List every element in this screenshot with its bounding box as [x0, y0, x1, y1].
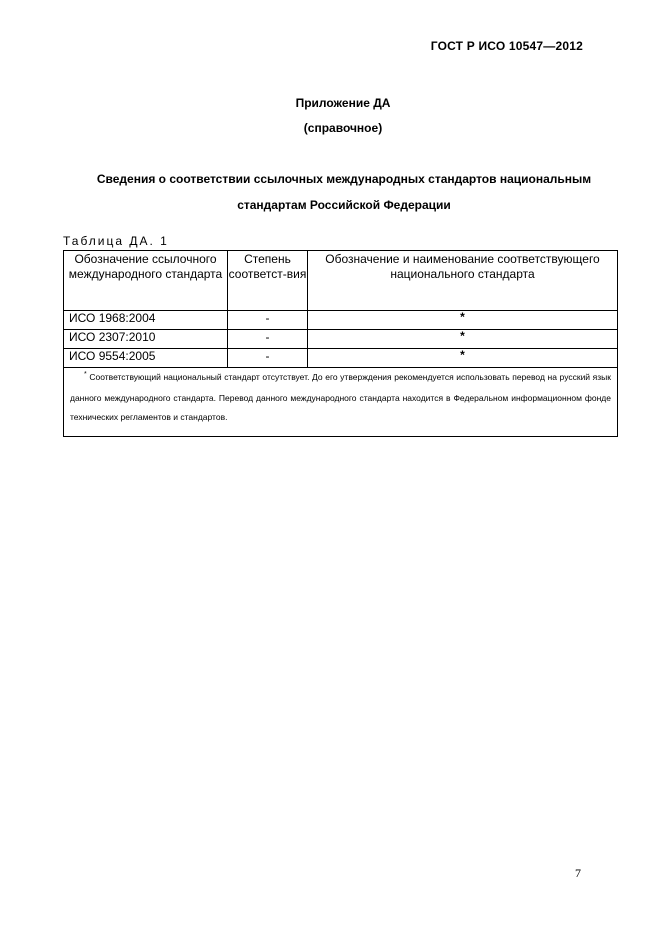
- row-ref-standard: ИСО 2307:2010: [64, 330, 228, 349]
- header-national-standard: Обозначение и наименование соответствующего национального стандарта: [308, 251, 618, 311]
- row-national-standard: *: [308, 311, 618, 330]
- header-degree: Степень соответст-вия: [228, 251, 308, 311]
- appendix-subtitle: (справочное): [303, 121, 383, 135]
- header-ref-standard: Обозначение ссылочного международного стандарта: [64, 251, 228, 311]
- row-degree: -: [228, 330, 308, 349]
- row-ref-standard: ИСО 9554:2005: [64, 349, 228, 368]
- table-label: Таблица ДА. 1: [63, 234, 169, 248]
- correspondence-table: [63, 250, 618, 437]
- row-degree: -: [228, 311, 308, 330]
- row-national-standard: *: [308, 349, 618, 368]
- footnote-marker: *: [84, 371, 87, 378]
- appendix-title: Приложение ДА: [295, 96, 391, 110]
- table-footnote: [64, 368, 618, 437]
- row-national-standard: *: [308, 330, 618, 349]
- section-heading: Сведения о соответствии ссылочных международных стандартов национальным стандартам Российской Федерации: [96, 172, 592, 212]
- standard-code: ГОСТ Р ИСО 10547—2012: [430, 39, 583, 53]
- footnote-text: Соответствующий национальный стандарт отсутствует. До его утверждения рекомендуется использовать перевод на русский язык данного международного стандарта. Перевод данного международного стандарта находится в Федеральном информационном фонде технических регламентов и стандартов.: [70, 372, 611, 422]
- table-row: [64, 311, 618, 330]
- table-header-row: [64, 251, 618, 311]
- table-row: [64, 330, 618, 349]
- page-number: 7: [575, 866, 581, 880]
- row-degree: -: [228, 349, 308, 368]
- table-row: [64, 349, 618, 368]
- row-ref-standard: ИСО 1968:2004: [64, 311, 228, 330]
- table-footnote-row: [64, 368, 618, 437]
